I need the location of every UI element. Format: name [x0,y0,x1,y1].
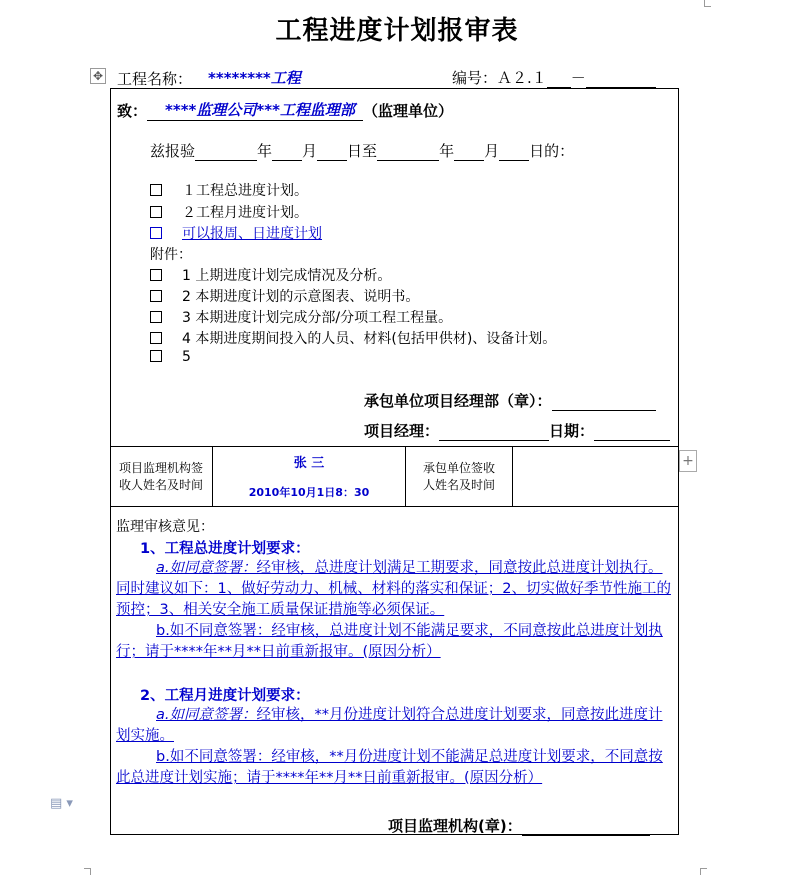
checkbox[interactable] [150,227,162,239]
form-number-row [452,67,656,88]
form-number-value[interactable]: Ａ２.１ [497,69,547,87]
table-divider [512,446,513,506]
plan-item-2 [150,202,308,222]
page-corner-mark [704,0,711,7]
supervisor-receipt-name[interactable]: 张 三 [293,456,325,471]
review-section-1-agree[interactable] [116,558,672,621]
project-manager-label: 项目经理： [364,422,440,440]
date-line-text: 月 [484,142,500,160]
review-section-1-title: 1、工程总进度计划要求： [140,541,310,557]
checkbox[interactable] [150,184,162,196]
form-number-label: 编号： [452,69,498,87]
sign-date-field[interactable] [594,422,670,441]
supervisor-seal-field[interactable] [522,817,650,836]
review-label: 监理审核意见： [116,519,214,535]
table-divider [110,446,678,447]
agree-text: 经审核，**月份进度计划符合总进度计划要求，同意按此进度计划实施。 [116,707,663,744]
checkbox[interactable] [150,206,162,218]
review-section-2-disagree[interactable]: b.如不同意签署：经审核，**月份进度计划不能满足总进度计划要求，不同意按此总进度计划实施；请于****年**月**日前重新报审。(原因分析） [116,749,663,786]
agree-prefix: a.如同意签署： [156,560,257,576]
receipt-label-line: 承包单位签收 [422,461,495,475]
review-section-2-agree[interactable] [116,705,672,747]
attachment-label: 5 [182,349,191,365]
attachment-label: 3 本期进度计划完成分部/分项工程工程量。 [182,310,453,326]
checkbox[interactable] [150,269,162,281]
plan-item-1 [150,180,308,200]
supervisor-receipt-time[interactable]: 2010年10月1日8：30 [248,486,370,499]
report-date-line [150,140,574,161]
page-corner-mark [700,868,707,875]
project-name-row [117,67,336,89]
date-line-text: 年 [439,142,455,160]
project-manager-sign [364,420,670,441]
receipt-label-line: 收人姓名及时间 [118,478,203,492]
supervisor-receipt-label [112,460,210,494]
date-line-text: 月 [302,142,318,160]
checkbox[interactable] [150,290,162,302]
document-icon[interactable]: ▤ ▾ [50,796,73,811]
attachments-label: 附件： [150,247,192,263]
checkbox[interactable] [150,350,162,362]
project-name-label: 工程名称： [117,70,193,88]
agree-prefix: a.如同意签署： [156,707,257,723]
plan-item-label[interactable]: 可以报周、日进度计划 [182,226,322,242]
date-line-text: 日的： [529,142,575,160]
plan-item-label: ２工程月进度计划。 [182,205,308,221]
attachment-label: 2 本期进度计划的示意图表、说明书。 [182,289,420,305]
contractor-receipt-label [406,460,512,494]
addressee-row [117,99,453,121]
attachment-item-3 [150,307,452,327]
checkbox[interactable] [150,311,162,323]
addressee-prefix: 致： [117,102,148,120]
attachment-item-1 [150,265,391,285]
supervisor-seal-label: 项目监理机构(章)： [388,817,522,835]
project-name-value[interactable]: ********工程 [208,69,301,87]
date-line-text: 兹报验 [150,142,196,160]
receipt-label-line: 人姓名及时间 [422,478,495,492]
review-section-1-disagree[interactable]: b.如不同意签署：经审核，总进度计划不能满足要求，不同意按此总进度计划执行；请于****年**月**日前重新报审。(原因分析） [116,623,663,660]
supervisor-unit-name[interactable]: ****监理公司***工程监理部 [165,101,355,119]
attachment-label: 1 上期进度计划完成情况及分析。 [182,268,392,284]
checkbox[interactable] [150,332,162,344]
sign-date-label: 日期： [549,422,595,440]
attachment-item-2 [150,286,419,306]
receipt-label-line: 项目监理机构签 [118,461,203,475]
table-divider [110,506,678,507]
plan-item-label: １工程总进度计划。 [182,183,308,199]
move-icon[interactable]: ✥ [90,68,106,84]
attachment-label: 4 本期进度期间投入的人员、材料(包括甲供材)、设备计划。 [182,331,557,347]
page-title: 工程进度计划报审表 [275,16,519,46]
plan-item-3 [150,223,322,243]
contractor-dept-label: 承包单位项目经理部（章）： [364,392,552,410]
attachment-item-5 [150,349,191,365]
contractor-dept-sign [364,390,656,411]
supervisor-seal [388,815,650,836]
plus-icon[interactable]: + [679,450,697,472]
project-manager-field[interactable] [439,422,549,441]
page-corner-mark [84,868,91,875]
review-section-2-title: 2、工程月进度计划要求： [140,688,310,704]
date-line-text: 年 [257,142,273,160]
attachment-item-4 [150,328,556,348]
addressee-suffix: （监理单位） [362,102,453,120]
contractor-dept-field[interactable] [552,392,656,411]
date-line-text: 日至 [347,142,378,160]
agree-text: 经审核，总进度计划满足工期要求，同意按此总进度计划执行。同时建议如下：1、做好劳动力、机械、材料的落实和保证；2、切实做好季节性施工的预控；3、相关安全施工质量保证措施等必须保证。 [116,560,671,618]
form-number-separator: － [570,69,586,87]
